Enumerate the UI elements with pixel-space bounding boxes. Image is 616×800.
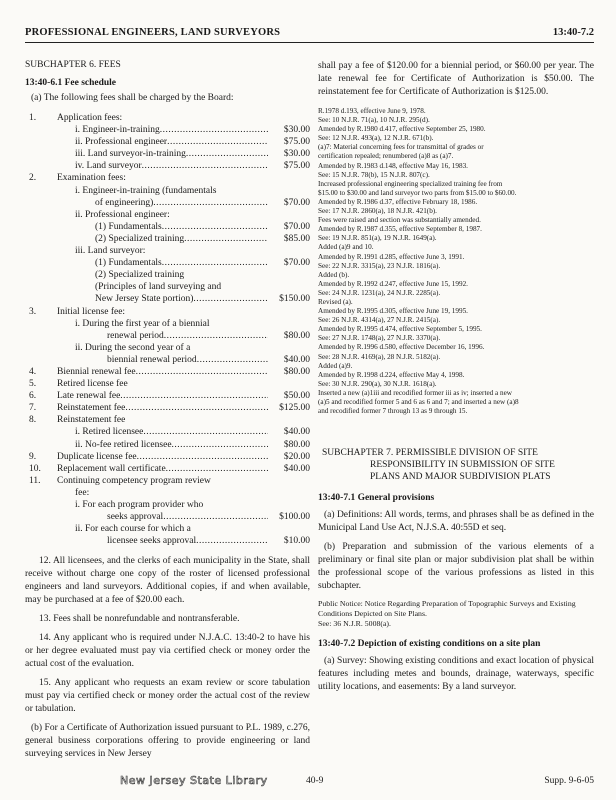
fee-row-number: [25, 148, 53, 160]
history-line: R.1978 d.193, effective June 9, 1978.: [318, 107, 426, 115]
fee-amount: $80.00: [283, 439, 310, 450]
fee-label: ii. For each course for which a: [75, 524, 191, 535]
fee-label: i. Engineer-in-training: [75, 125, 160, 136]
fee-amount: $70.00: [283, 197, 310, 208]
fee-row: [25, 499, 310, 511]
section-7-2-a: (a) Survey: Showing existing conditions and exact location of physical features including metes and bounds, drainage, waterways, specific utility locations, and easements: By a land surveyor.: [318, 656, 594, 693]
fee-row: [25, 148, 310, 160]
fee-row-number: 7.: [29, 403, 37, 414]
dot-leader: [163, 511, 268, 523]
fee-intro: (a) The following fees shall be charged by the Board:: [31, 93, 234, 103]
subchapter-7-line-2: RESPONSIBILITY IN SUBMISSION OF SITE: [370, 460, 555, 471]
fee-row: [25, 293, 310, 305]
fee-table: [25, 112, 310, 547]
fee-row-number: [25, 136, 53, 148]
fee-amount: [268, 185, 310, 197]
section-7-1-a: (a) Definitions: All words, terms, and phrases shall be as defined in the Municipal Land Use Act, N.J.S.A. 40:55D et seq.: [318, 510, 594, 534]
fee-amount: $10.00: [283, 536, 310, 547]
supplement-date: Supp. 9-6-05: [544, 776, 594, 786]
fee-label: licensee seeks approval: [107, 536, 197, 547]
fee-label: ii. During the second year of a: [75, 342, 191, 353]
fee-label: of engineering): [95, 197, 154, 208]
dot-leader: [167, 136, 268, 148]
dot-leader: [125, 402, 268, 414]
dot-leader: [162, 221, 268, 233]
fee-label: (2) Specialized training: [95, 270, 185, 281]
history-line: Amended by R.1980 d.417, effective September 25, 1980.: [318, 125, 486, 134]
fee-amount: [268, 209, 310, 221]
fee-label: New Jersey State portion): [95, 294, 194, 305]
library-stamp: New Jersey State Library: [120, 774, 268, 787]
fee-row: [25, 354, 310, 366]
fee-row-number: 10.: [29, 463, 41, 474]
fee-label: Duplicate license fee: [57, 451, 137, 462]
history-line: certification repealed; renumbered (a)8 as (a)7.: [318, 152, 454, 161]
fee-label: biennial renewal period: [107, 354, 197, 365]
history-line: Amended by R.1996 d.580, effective December 16, 1996.: [318, 343, 485, 352]
fee-label: Continuing competency program review: [57, 475, 211, 486]
dot-leader: [197, 354, 268, 366]
history-line: (a)7: Material concerning fees for transmittal of grades or: [318, 143, 484, 152]
history-notes: [318, 107, 594, 416]
history-line: Revised (a).: [318, 297, 353, 306]
para-b-continued: shall pay a fee of $120.00 for a biennial period, or $60.00 per year. The late renewal fee for Certificate of Authorization is $50.00. The reinstatement fee for Certificate of Authorization is $125.00.: [318, 61, 594, 97]
history-line: Amended by R.1992 d.247, effective June 15, 1992.: [318, 279, 468, 288]
fee-amount: [268, 342, 310, 354]
fee-row-number: [25, 269, 53, 281]
fee-row-number: 8.: [29, 415, 37, 426]
history-line: $15.00 to $30.00 and land surveyor two parts from $15.00 to $60.00.: [318, 188, 517, 197]
dot-leader: [142, 160, 268, 172]
fee-row-number: 4.: [29, 366, 37, 377]
fee-label: fee:: [75, 487, 90, 498]
history-line: See: 24 N.J.R. 1231(a), 24 N.J.R. 2285(a).: [318, 288, 441, 297]
fee-row: [25, 112, 310, 124]
fee-label: (1) Fundamentals: [95, 258, 162, 269]
fee-row-number: [25, 330, 53, 342]
fee-row: [25, 318, 310, 330]
fee-amount: [268, 281, 310, 293]
fee-label: ii. Professional engineer:: [75, 209, 170, 220]
fee-row-number: [25, 233, 53, 245]
fee-amount: $100.00: [279, 512, 310, 523]
fee-label: (Principles of land surveying and: [95, 282, 222, 293]
running-header-title: PROFESSIONAL ENGINEERS, LAND SURVEYORS: [25, 27, 281, 38]
fee-row-number: [25, 318, 53, 330]
fee-row: [25, 233, 310, 245]
fee-row: [25, 136, 310, 148]
fee-row-number: [25, 535, 53, 547]
fee-row: [25, 172, 310, 184]
history-line: Added (b).: [318, 270, 350, 279]
fee-row: [25, 330, 310, 342]
fee-row: [25, 281, 310, 293]
fee-row-number: [25, 426, 53, 438]
fee-label: iv. Land surveyor: [75, 161, 142, 172]
fee-amount: [268, 475, 310, 487]
fee-row-number: 3.: [29, 306, 37, 317]
fee-row: [25, 257, 310, 269]
fee-row: [25, 426, 310, 438]
fee-amount: $75.00: [283, 161, 310, 172]
dot-leader: [164, 330, 268, 342]
fee-row: [25, 535, 310, 547]
fee-row-number: 9.: [29, 451, 37, 462]
fee-label: iii. Land surveyor-in-training: [75, 149, 186, 160]
fee-label: Application fees:: [57, 113, 123, 123]
fee-amount: $125.00: [279, 403, 310, 414]
fee-row-number: 6.: [29, 391, 37, 402]
running-header-section: 13:40-7.2: [552, 27, 594, 38]
fee-amount: [268, 523, 310, 535]
fee-label: Examination fees:: [57, 173, 126, 184]
fee-amount: [268, 112, 310, 124]
fee-row-number: [25, 221, 53, 233]
left-column: [25, 52, 310, 761]
section-6-1-heading: 13:40-6.1 Fee schedule: [25, 78, 117, 88]
fee-row: [25, 306, 310, 318]
history-line: See: 15 N.J.R. 78(b), 15 N.J.R. 807(c).: [318, 170, 430, 179]
dot-leader: [160, 124, 268, 136]
section-7-1-heading: 13:40-7.1 General provisions: [318, 493, 435, 504]
history-line: See: 26 N.J.R. 4314(a), 27 N.J.R. 2415(a).: [318, 316, 441, 325]
dot-leader: [166, 463, 268, 475]
fee-row: [25, 160, 310, 172]
fee-amount: [268, 269, 310, 281]
fee-row: [25, 197, 310, 209]
fee-label: Reinstatement fee: [57, 415, 126, 426]
fee-amount: $150.00: [279, 294, 310, 305]
dot-leader: [120, 390, 268, 402]
fee-row-number: [25, 185, 53, 197]
subchapter-7-heading: [318, 447, 594, 483]
fee-row-number: [25, 160, 53, 172]
fee-row: [25, 487, 310, 499]
fee-amount: $30.00: [283, 125, 310, 136]
fee-amount: $80.00: [283, 366, 310, 377]
fee-row: [25, 342, 310, 354]
public-notice: Public Notice: Notice Regarding Preparation of Topographic Surveys and Existing Conditions Depicted on Site Plans.: [318, 599, 576, 619]
subchapter-7-line-3: PLANS AND MAJOR SUBDIVISION PLATS: [370, 472, 551, 483]
fee-row-number: 1.: [29, 113, 37, 123]
fee-row: [25, 402, 310, 414]
fee-row-number: [25, 245, 53, 257]
fee-label: Biennial renewal fee: [57, 366, 136, 377]
history-line: and recodified former 7 through 13 as 9 through 15.: [318, 407, 468, 416]
fee-row-number: [25, 511, 53, 523]
fee-row: [25, 378, 310, 390]
para-14: 14. Any applicant who is required under N.J.A.C. 13:40-2 to have his or her degree evaluated must pay via certified check or money order the actual cost of the evaluation.: [25, 633, 310, 670]
fee-label: i. Engineer-in-training (fundamentals: [75, 185, 217, 196]
fee-row-number: 2.: [29, 173, 37, 184]
page-number: 40-9: [306, 776, 324, 786]
para-15: 15. Any applicant who requests an exam review or score tabulation must pay via certified check or money order the actual cost of the review or tabulation.: [25, 678, 310, 715]
history-line: See: 17 N.J.R. 2860(a), 18 N.J.R. 421(b).: [318, 207, 437, 216]
fee-row: [25, 269, 310, 281]
fee-amount: [268, 245, 310, 257]
fee-row-number: [25, 487, 53, 499]
fee-row-number: [25, 257, 53, 269]
history-line: Increased professional engineering specialized training fee from: [318, 179, 503, 188]
fee-row-number: [25, 293, 53, 305]
header-rule: [25, 42, 594, 43]
fee-amount: $40.00: [283, 354, 310, 365]
fee-amount: [268, 378, 310, 390]
fee-row: [25, 463, 310, 475]
fee-label: iii. Land surveyor:: [75, 246, 146, 257]
history-line: See: 30 N.J.R. 290(a), 30 N.J.R. 1618(a).: [318, 379, 437, 388]
fee-amount: $70.00: [283, 221, 310, 232]
fee-amount: $85.00: [283, 233, 310, 244]
subchapter-7-line-1: SUBCHAPTER 7. PERMISSIBLE DIVISION OF SITE: [322, 448, 538, 459]
history-line: Amended by R.1987 d.355, effective September 8, 1987.: [318, 225, 482, 234]
fee-label: i. For each program provider who: [75, 500, 204, 510]
public-notice-cite: See: 36 N.J.R. 5008(a).: [318, 619, 391, 629]
fee-amount: [268, 499, 310, 511]
fee-amount: [268, 487, 310, 499]
fee-row: [25, 414, 310, 426]
dot-leader: [193, 293, 268, 305]
dot-leader: [137, 451, 268, 463]
fee-row: [25, 124, 310, 136]
para-12: 12. All licensees, and the clerks of each municipality in the State, shall receive without charge one copy of the roster of licensed professional engineers and land surveyors. Additional copies, if and when available, may be purchased at a fee of $20.00 each.: [25, 556, 310, 606]
fee-amount: [268, 318, 310, 330]
fee-row-number: [25, 124, 53, 136]
fee-amount: $20.00: [283, 451, 310, 462]
dot-leader: [136, 366, 268, 378]
fee-label: ii. Professional engineer: [75, 137, 168, 148]
fee-label: renewal period: [107, 330, 164, 341]
fee-row: [25, 390, 310, 402]
fee-label: i. During the first year of a biennial: [75, 318, 210, 329]
fee-row-number: [25, 523, 53, 535]
fee-row: [25, 475, 310, 487]
fee-amount: $40.00: [283, 427, 310, 438]
fee-row-number: [25, 439, 53, 451]
history-line: See: 27 N.J.R. 1748(a), 27 N.J.R. 3370(a).: [318, 334, 441, 343]
dot-leader: [196, 535, 268, 547]
history-line: Amended by R.1995 d.474, effective September 5, 1995.: [318, 325, 482, 334]
fee-row-number: 5.: [29, 379, 37, 390]
fee-row-number: [25, 281, 53, 293]
history-line: Amended by R.1998 d.224, effective May 4, 1998.: [318, 370, 465, 379]
fee-row-number: 11.: [29, 475, 41, 486]
history-line: Amended by R.1991 d.285, effective June 3, 1991.: [318, 252, 465, 261]
fee-amount: $50.00: [283, 391, 310, 402]
fee-amount: [268, 414, 310, 426]
fee-row-number: [25, 499, 53, 511]
right-column: [318, 52, 594, 694]
history-line: See: 12 N.J.R. 493(a), 12 N.J.R. 671(b).: [318, 134, 434, 143]
para-13: 13. Fees shall be nonrefundable and nontransferable.: [39, 614, 240, 625]
history-line: Added (a)9.: [318, 361, 353, 370]
fee-label: i. Retired licensee: [75, 427, 144, 438]
fee-row: [25, 511, 310, 523]
fee-row: [25, 451, 310, 463]
fee-row: [25, 523, 310, 535]
section-7-2-heading: 13:40-7.2 Depiction of existing conditions on a site plan: [318, 639, 541, 650]
fee-label: (1) Fundamentals: [95, 221, 162, 232]
fee-row: [25, 209, 310, 221]
history-line: See: 28 N.J.R. 4169(a), 28 N.J.R. 5182(a).: [318, 352, 441, 361]
history-line: See: 19 N.J.R. 851(a), 19 N.J.R. 1649(a).: [318, 234, 437, 243]
fee-row-number: [25, 354, 53, 366]
dot-leader: [184, 233, 268, 245]
history-line: Amended by R.1986 d.37, effective February 18, 1986.: [318, 197, 478, 206]
fee-amount: $75.00: [283, 137, 310, 148]
fee-amount: $80.00: [283, 330, 310, 341]
history-line: See: 10 N.J.R. 71(a), 10 N.J.R. 295(d).: [318, 116, 430, 125]
fee-row-number: [25, 209, 53, 221]
history-line: Amended by R.1995 d.305, effective June 19, 1995.: [318, 307, 468, 316]
history-line: Amended by R.1983 d.148, effective May 16, 1983.: [318, 161, 468, 170]
dot-leader: [172, 439, 268, 451]
fee-amount: $30.00: [283, 149, 310, 160]
history-line: (a)5 and recodified former 5 and 6 as 6 and 7; and inserted a new (a)8: [318, 398, 519, 406]
subchapter-6-heading: SUBCHAPTER 6. FEES: [25, 60, 121, 70]
fee-amount: $70.00: [283, 258, 310, 269]
fee-label: Late renewal fee: [57, 391, 121, 402]
fee-row: [25, 245, 310, 257]
fee-label: Reinstatement fee: [57, 403, 126, 414]
fee-row: [25, 185, 310, 197]
fee-row: [25, 439, 310, 451]
dot-leader: [153, 197, 268, 209]
dot-leader: [143, 426, 268, 438]
fee-row-number: [25, 342, 53, 354]
section-7-1-b: (b) Preparation and submission of the various elements of a preliminary or final site plan or major subdivision plat shall be within the professional scope of the various professions as listed in this subchapter.: [318, 542, 594, 592]
history-line: Inserted a new (a)1iii and recodified former iii as iv; inserted a new: [318, 388, 512, 397]
fee-amount: [268, 306, 310, 318]
dot-leader: [186, 148, 268, 160]
history-line: Fees were raised and section was substantially amended.: [318, 216, 481, 225]
fee-amount: $40.00: [283, 463, 310, 474]
fee-label: Retired license fee: [57, 379, 128, 390]
para-b: (b) For a Certificate of Authorization issued pursuant to P.L. 1989, c.276, general business corporations offering to provide engineering or land surveying services in New Jersey: [25, 723, 310, 760]
fee-label: seeks approval: [107, 512, 164, 523]
fee-label: Replacement wall certificate: [57, 463, 166, 474]
fee-label: ii. No-fee retired licensee: [75, 439, 172, 450]
fee-label: Initial license fee:: [57, 306, 126, 317]
fee-label: (2) Specialized training: [95, 233, 185, 244]
history-line: Added (a)9 and 10.: [318, 243, 374, 252]
fee-row: [25, 366, 310, 378]
fee-row: [25, 221, 310, 233]
dot-leader: [162, 257, 268, 269]
fee-row-number: [25, 197, 53, 209]
fee-amount: [268, 172, 310, 184]
history-line: See: 22 N.J.R. 3315(a), 23 N.J.R. 1816(a).: [318, 261, 441, 270]
